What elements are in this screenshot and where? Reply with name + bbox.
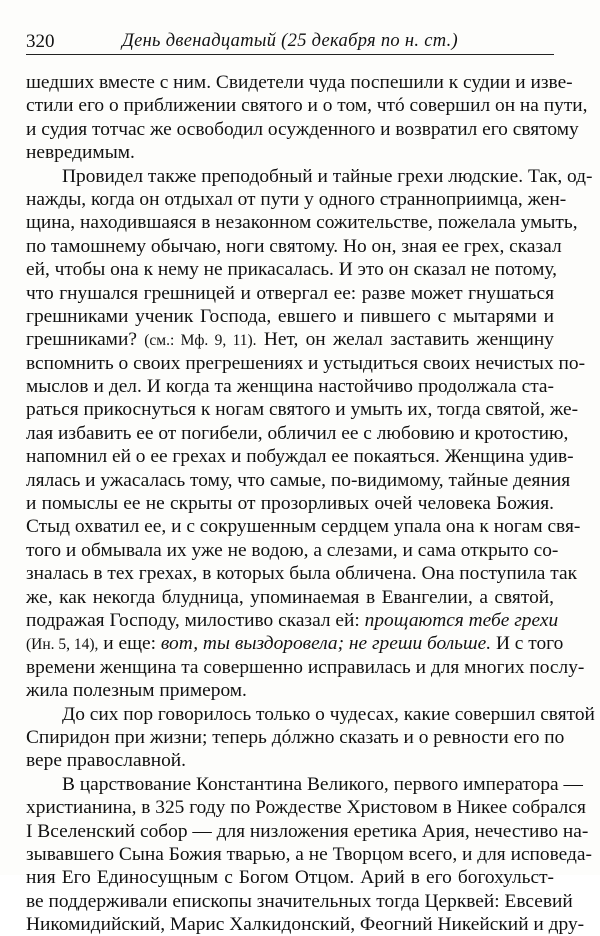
- paragraph-4: [26, 773, 592, 936]
- text-line: До сих пор говорилось только о чудесах, какие совершил святой: [62, 703, 595, 725]
- paragraph-1: [26, 71, 588, 165]
- text-fragment: подражая Господу, милостиво сказал ей:: [26, 609, 365, 631]
- text-line: христианина, в 325 году по Рождестве Христовом в Никее собрался: [26, 797, 586, 819]
- text-line: Спиридон при жизни; теперь дóлжно сказать и о ревности его по: [26, 726, 565, 748]
- scripture-quote: прощаются тебе грехи: [364, 609, 559, 631]
- text-line: шедших вместе с ним. Свидетели чуда поспешили к судии и изве-: [26, 72, 573, 93]
- text-line: и помыслы ее не скрыты от прозорливых очей человека Божия.: [26, 493, 554, 515]
- text-line-with-reference: [26, 328, 554, 351]
- text-line: щина, находившаяся в незаконном сожительстве, пожелала умыть,: [26, 212, 578, 234]
- text-line: Провидел также преподобный и тайные грехи людские. Так, од-: [62, 165, 593, 187]
- text-line: жила полезным примером.: [26, 680, 247, 702]
- text-line: зывавшего Сына Божия тварью, а не Творцом всего, и для исповеда-: [26, 843, 592, 865]
- paragraph-3: [26, 703, 595, 773]
- text-line: нажды, когда он отдыхал от пути у одного странноприимца, жен-: [26, 188, 567, 210]
- text-line: невредимым.: [26, 142, 135, 164]
- text-line: вере православной.: [26, 750, 187, 772]
- text-line: и судия тотчас же освободил осужденного и возвратил его святому: [26, 118, 579, 140]
- text-line: времени женщина та совершенно исправилась и для многих послу-: [26, 656, 585, 678]
- text-line: лялась и ужасалась тому, что самые, по-видимому, тайные деяния: [26, 469, 571, 491]
- scripture-reference: (см.: Мф. 9, 11).: [144, 332, 257, 350]
- page-number: 320: [26, 31, 55, 52]
- text-line: В царствование Константина Великого, первого императора —: [62, 773, 583, 795]
- paragraph-2: [26, 165, 593, 703]
- text-fragment: и еще:: [98, 633, 161, 655]
- text-line: ей, чтобы она к нему не прикасалась. И это он сказал не потому,: [26, 259, 557, 281]
- text-line: того и обмывала их уже не водою, а слезами, и сама открыто со-: [26, 539, 559, 561]
- text-line: по тамошнему обычаю, ноги святому. Но он, зная ее грех, сказал: [26, 235, 562, 257]
- body-text: [26, 71, 595, 936]
- text-fragment: Нет, он желал заставить женщину: [256, 329, 554, 351]
- text-line: напомнил ей о ее грехах и побуждал ее покаяться. Женщина удив-: [26, 446, 574, 468]
- text-fragment: И с того: [491, 633, 564, 655]
- text-line: Никомидийский, Марис Халкидонский, Феогний Никейский и дру-: [26, 914, 585, 936]
- text-line-with-quote: [26, 609, 559, 632]
- text-line: I Вселенский собор — для низложения еретика Ария, нечестиво на-: [26, 820, 589, 842]
- text-line: стили его о приближении святого и о том, чтó совершил он на пути,: [26, 95, 588, 117]
- running-title: День двенадцатый (25 декабря по н. ст.): [122, 31, 458, 51]
- scripture-reference: (Ин. 5, 14),: [26, 636, 99, 654]
- text-line: ве поддерживали епископы значительных тогда Церквей: Евсевий: [26, 890, 573, 912]
- text-line: лая избавить ее от погибели, обличил ее с любовию и кротостию,: [26, 422, 569, 444]
- text-line: Стыд охватил ее, и с сокрушенным сердцем упала она к ногам свя-: [26, 516, 581, 538]
- scripture-quote: вот, ты выздоровела; не греши больше.: [160, 633, 492, 655]
- text-line: вспомнить о своих прегрешениях и устыдиться своих нечистых по-: [26, 352, 586, 374]
- text-fragment: грешниками?: [26, 329, 145, 351]
- text-line: ния Его Единосущным с Богом Отцом. Арий в его богохульст-: [26, 867, 554, 889]
- text-line: грешниками ученик Господа, евшего и пившего с мытарями и: [26, 305, 554, 327]
- text-line: раться прикоснуться к ногам святого и умыть их, тогда святой, же-: [26, 399, 579, 421]
- text-line: что гнушался грешницей и отвергал ее: разве может гнушаться: [26, 282, 554, 304]
- text-line-with-quote: [26, 632, 564, 655]
- text-line: мыслов и дел. И когда та женщина настойчиво продолжала ста-: [26, 376, 554, 398]
- running-header: [26, 30, 554, 55]
- text-line: зналась в тех грехах, в которых была обличена. Она поступила так: [26, 563, 577, 585]
- text-line: же, как некогда блудница, упоминаемая в Евангелии, а святой,: [26, 586, 554, 608]
